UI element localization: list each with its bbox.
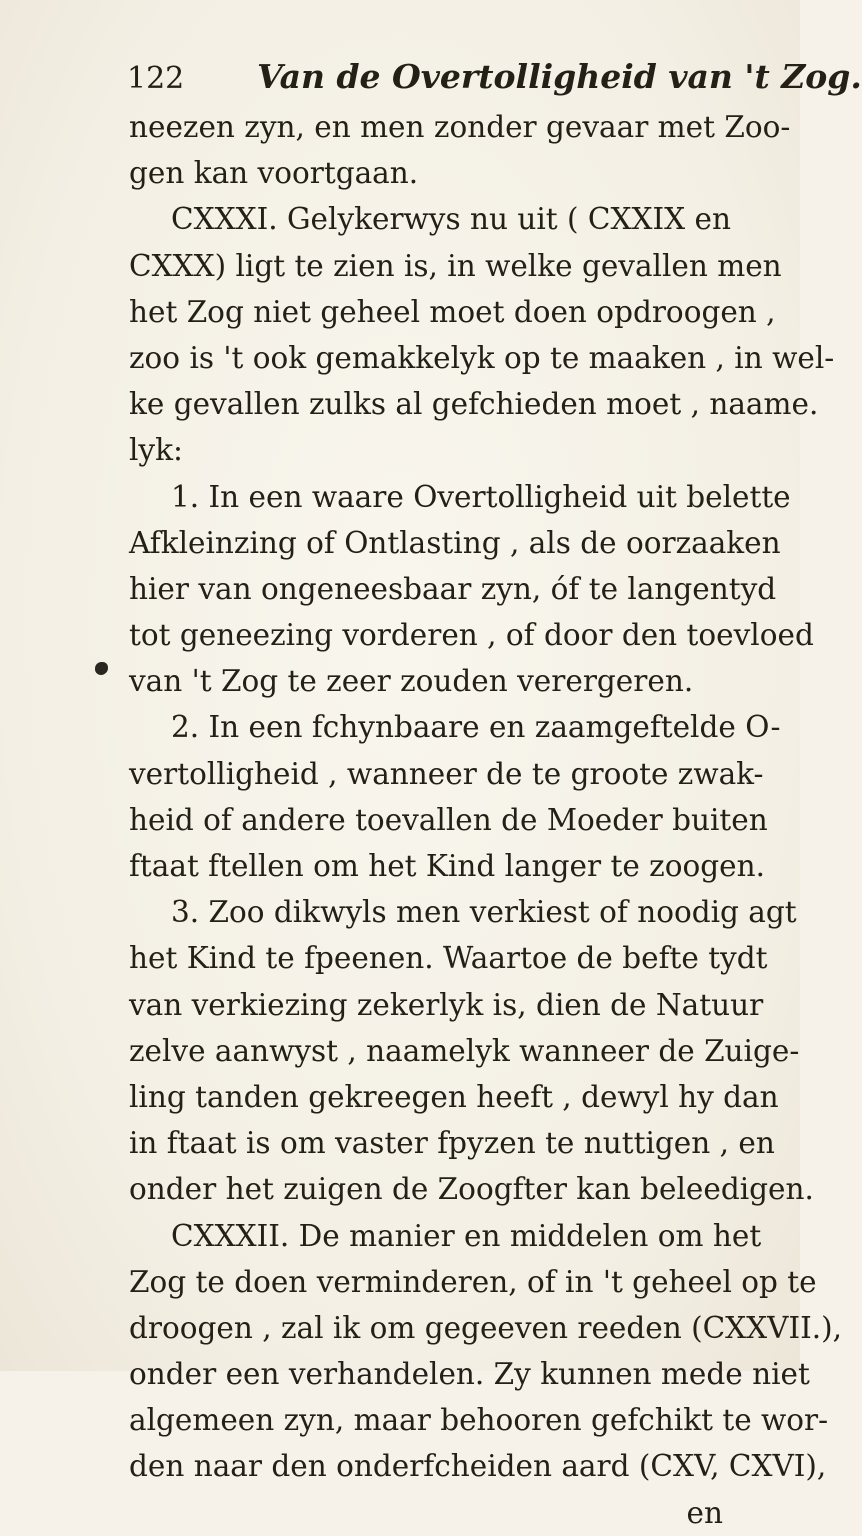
text-line: 3. Zoo dikwyls men verkiest of noodig agt [171,895,797,930]
text-line: zoo is 't ook gemakkelyk op te maaken , in wel- [129,340,835,375]
text-line: vertolligheid , wanneer de te groote zwak- [129,756,764,791]
text-line: CXXXI. Gelykerwys nu uit ( CXXIX en [171,202,731,237]
text-line: CXXX) ligt te zien is, in welke gevallen men [129,248,782,283]
text-line: heid of andere toevallen de Moeder buiten [129,802,768,837]
text-line: Zog te doen verminderen, of in 't geheel op te [129,1264,817,1299]
text-line: hier van ongeneesbaar zyn, óf te langentyd [129,571,777,606]
text-line: onder een verhandelen. Zy kunnen mede niet [129,1357,810,1392]
text-line: lyk: [129,433,183,468]
text-line: van verkiezing zekerlyk is, dien de Natuur [129,987,764,1022]
text-line: het Zog niet geheel moet doen opdroogen , [129,294,776,329]
text-line: tot geneezing vorderen , of door den toevloed [129,618,814,653]
text-line: ke gevallen zulks al gefchieden moet , naame. [129,387,819,422]
running-head [127,52,862,102]
text-line: ftaat ftellen om het Kind langer te zoogen. [129,849,765,883]
text-line: CXXXII. De manier en middelen om het [171,1218,762,1253]
text-line: 2. In een fchynbaare en zaamgeftelde O- [171,710,781,745]
ink-blot [95,662,108,675]
text-line: 1. In een waare Overtolligheid uit belette [171,479,791,514]
text-line: Afkleinzing of Ontlasting , als de oorzaaken [129,525,781,560]
text-line: in ftaat is om vaster fpyzen te nuttigen , en [129,1126,775,1161]
text-line: zelve aanwyst , naamelyk wanneer de Zuige- [129,1033,800,1068]
page-number: 122 [127,61,185,96]
text-line: algemeen zyn, maar behooren gefchikt te wor- [129,1403,829,1438]
body-text [129,104,843,1536]
catchword: en [686,1495,723,1530]
text-line: neezen zyn, en men zonder gevaar met Zoo- [129,110,791,144]
running-title: Van de Overtolligheid van 't Zog. [257,57,862,96]
text-line: ling tanden gekreegen heeft , dewyl hy dan [129,1079,779,1114]
text-line: onder het zuigen de Zoogfter kan beleedigen. [129,1172,814,1207]
text-line: den naar den onderfcheiden aard (CXV, CXVI), [129,1449,827,1484]
text-line: van 't Zog te zeer zouden verergeren. [129,664,694,699]
text-line: gen kan voortgaan. [129,156,419,191]
text-line: droogen , zal ik om gegeeven reeden (CXXVII.), [129,1310,843,1345]
text-line: het Kind te fpeenen. Waartoe de befte tydt [129,941,768,976]
